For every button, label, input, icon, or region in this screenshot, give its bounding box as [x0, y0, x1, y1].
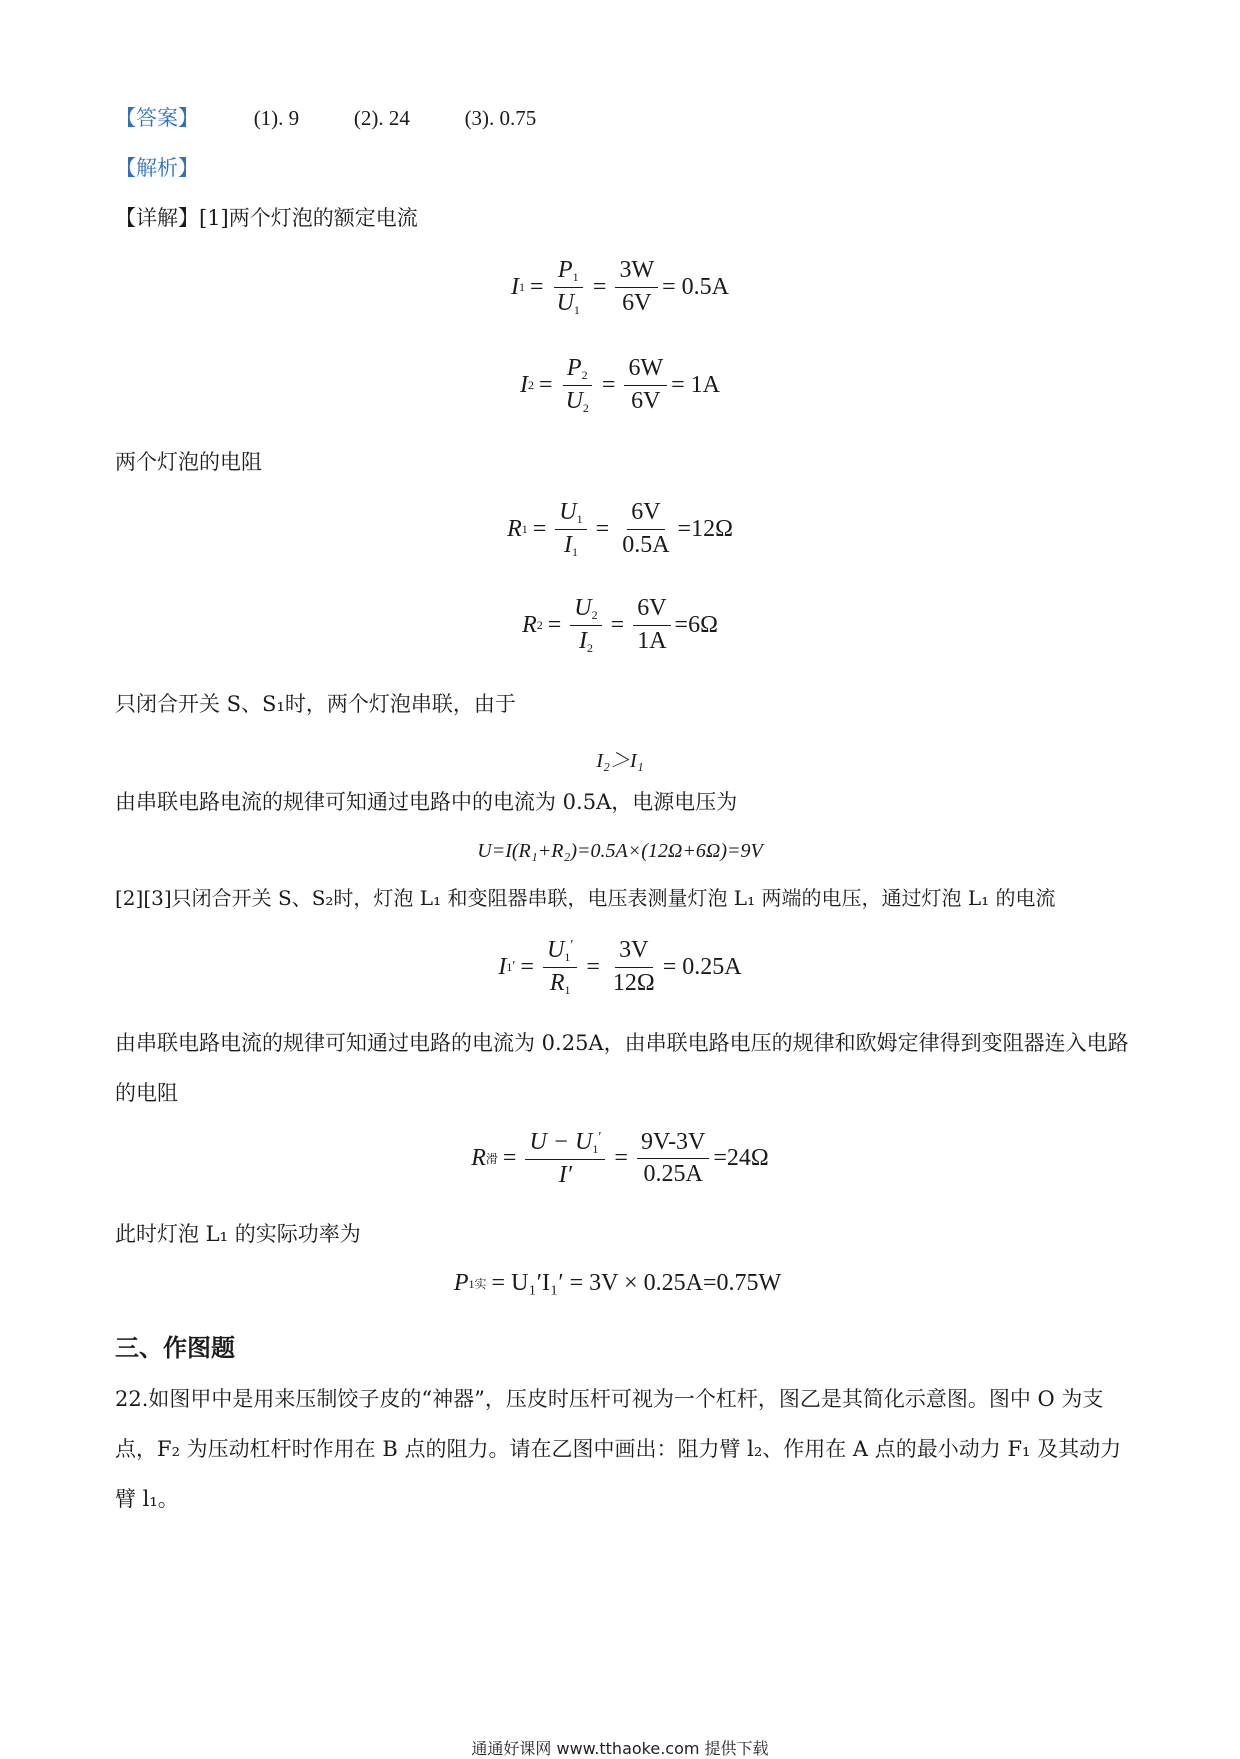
question-text: 22.如图甲中是用来压制饺子皮的“神器”，压皮时压杆可视为一个杠杆，图乙是其简化示意图。图中 O 为支点，F₂ 为压动杠杆时作用在 B 点的阻力。请在乙图中画出：阻力臂 l₂、作用在 A 点的最小动力 F₁ 及其动力臂 l₁。	[115, 1387, 1122, 1511]
inequality: I₂＞I₁	[596, 750, 644, 772]
detail-text: [1]两个灯泡的额定电流	[199, 206, 418, 230]
series-text-2: [2][3]只闭合开关 S、S₂时，灯泡 L₁ 和变阻器串联，电压表测量灯泡 L₁ 两端的电压，通过灯泡 L₁ 的电流	[115, 886, 1056, 910]
power-text: 此时灯泡 L₁ 的实际功率为	[115, 1222, 361, 1246]
rheostat-text: 由串联电路电流的规律可知通过电路的电流为 0.25A，由串联电路电压的规律和欧姆定律得到变阻器连入电路的电阻	[115, 1031, 1129, 1105]
section-heading: 三、作图题	[115, 1334, 235, 1362]
answer-item-3: (3). 0.75	[464, 106, 537, 130]
resistance-text: 两个灯泡的电阻	[115, 450, 262, 474]
series-text-1: 只闭合开关 S、S₁时，两个灯泡串联，由于	[115, 692, 516, 716]
answer-item-1: (1). 9	[253, 106, 300, 130]
equation-i1: I 1 = $\frac{P_1}{U_1}$ = $\frac{3W}{6V}$ = 0.5A	[511, 257, 729, 317]
analysis-label: 【解析】	[115, 156, 199, 180]
detail-line	[115, 208, 418, 229]
answer-line	[115, 108, 536, 129]
eq-lhs: I	[511, 273, 520, 300]
voltage-equation: U=I(R₁+R₂)=0.5A×(12Ω+6Ω)=9V	[477, 840, 763, 862]
detail-label: 【详解】	[115, 206, 199, 230]
answer-item-2: (2). 24	[353, 106, 410, 130]
analysis-line	[115, 158, 199, 179]
equation-i1-prime: I 1 ′ = $\frac{U_1'}{R_1}$ = $\frac{3V}{12\Omega}$ = 0.25A	[498, 937, 742, 997]
equation-r2: R 2 = $\frac{U_2}{I_2}$ = $\frac{6V}{1A}$ =6Ω	[522, 595, 718, 655]
equation-i2: I 2 = $\frac{P_2}{U_2}$ = $\frac{6W}{6V}$ = 1A	[520, 355, 720, 415]
equation-r1: R 1 = $\frac{U_1}{I_1}$ = $\frac{6V}{0.5A}$ =12Ω	[507, 499, 733, 559]
answer-label: 【答案】	[115, 106, 199, 130]
eq-result: = 0.5A	[662, 273, 729, 300]
current-text: 由串联电路电流的规律可知通过电路中的电流为 0.5A，电源电压为	[115, 790, 738, 814]
footer-text: 通通好课网 www.tthaoke.com 提供下载	[471, 1739, 769, 1758]
equation-r-slide: R 滑 = $\frac{U - U_1'}{I'}$ = $\frac{9V-3V}{0.25A}$ =24Ω	[471, 1129, 769, 1188]
equation-power: P 1实 = U₁′I₁′ = 3V × 0.25A=0.75W	[453, 1270, 782, 1296]
